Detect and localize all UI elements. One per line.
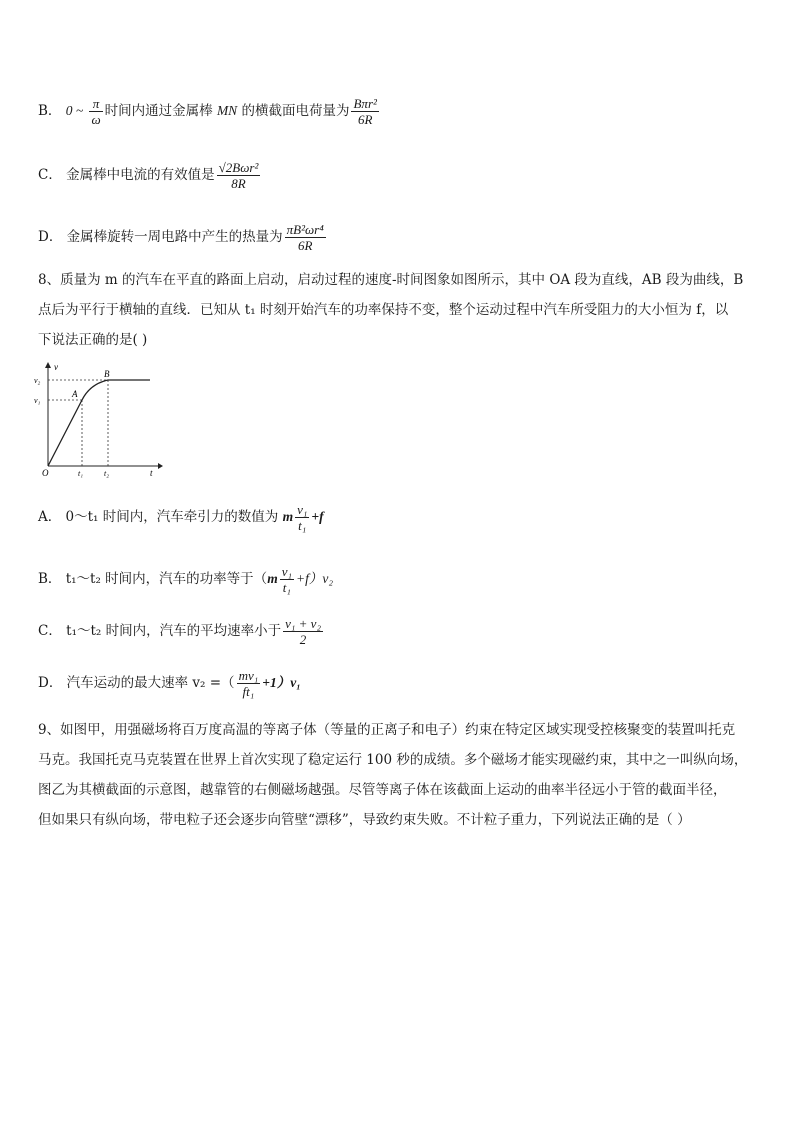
- fraction: $\frac{\pi}{\omega}$: [91, 96, 101, 127]
- q9-stem-line4: 但如果只有纵向场，带电粒子还会逐步向管壁“漂移”，导致约束失败。不计粒子重力，下列说法正确的是（ ）: [38, 812, 691, 828]
- q8-option-c: C． t₁～t₂ 时间内，汽车的平均速率小于 $\frac{\text{v₁ + v₂}}{2}$: [38, 616, 321, 647]
- point-label-a: A: [72, 389, 78, 399]
- q8-option-b: B． t₁～t₂ 时间内，汽车的功率等于（m $\frac{\text{v₁}}{\text{t₁}}$ +f）v₂: [38, 564, 334, 595]
- point-label-b: B: [104, 369, 110, 379]
- axis-label-v: v: [54, 362, 58, 372]
- fraction: $\frac{\text{Bπr²}}{6R}$: [353, 96, 377, 127]
- tick-label-v1: v₁: [34, 396, 41, 405]
- fraction: $\frac{\text{v₁}}{\text{t₁}}$: [281, 564, 292, 595]
- q8-stem-line1: 8、质量为 m 的汽车在平直的路面上启动，启动过程的速度-时间图象如图所示，其中 OA 段为直线，AB 段为曲线，B: [38, 272, 744, 288]
- fraction: $\frac{\text{πB²ωr⁴}}{6R}$: [286, 222, 324, 253]
- q8-option-a: A． 0～t₁ 时间内，汽车牵引力的数值为 m $\frac{\text{v₁}}{\text{t₁}}$ +f: [38, 502, 324, 533]
- origin-label: O: [42, 468, 49, 478]
- q8-stem-line3: 下说法正确的是( ): [38, 332, 148, 348]
- tick-label-t1: t₁: [78, 469, 84, 478]
- fraction: $\frac{\text{v₁}}{\text{t₁}}$: [297, 502, 308, 533]
- fraction: $\frac{\text{v₁ + v₂}}{2}$: [285, 616, 321, 647]
- q7-option-b: B． 0 ~ $\frac{\pi}{\omega}$ 时间内通过金属棒 MN 的横截面电荷量为 $\frac{\text{Bπr²}}{6R}$: [38, 96, 377, 127]
- q9-stem-line1: 9、如图甲，用强磁场将百万度高温的等离子体（等量的正离子和电子）约束在特定区域实现受控核聚变的装置叫托克: [38, 722, 736, 738]
- fraction: $\frac{\text{√2Bωr²}}{8R}$: [218, 160, 259, 191]
- q8-stem-line2: 点后为平行于横轴的直线．已知从 t₁ 时刻开始汽车的功率保持不变，整个运动过程中汽车所受阻力的大小恒为 f，以: [38, 302, 729, 318]
- velocity-time-graph: [34, 360, 164, 480]
- tick-label-v2: v₂: [34, 376, 41, 385]
- fraction: $\frac{\text{mv₁}}{\text{ft₁}}$: [238, 668, 259, 699]
- axis-label-t: t: [150, 468, 153, 478]
- q9-stem-line2: 马克。我国托克马克装置在世界上首次实现了稳定运行 100 秒的成绩。多个磁场才能实现磁约束，其中之一叫纵向场，: [38, 752, 748, 768]
- q7-option-d: D． 金属棒旋转一周电路中产生的热量为 $\frac{\text{πB²ωr⁴}}{6R}$: [38, 222, 324, 253]
- q8-option-d: D． 汽车运动的最大速率 v₂ =（ $\frac{\text{mv₁}}{\text{ft₁}}$ +1）v₁: [38, 668, 301, 699]
- q7-option-c: C． 金属棒中电流的有效值是 $\frac{\text{√2Bωr²}}{8R}$: [38, 160, 259, 191]
- tick-label-t2: t₂: [104, 469, 110, 478]
- q9-stem-line3: 图乙为其横截面的示意图，越靠管的右侧磁场越强。尽管等离子体在该截面上运动的曲率半径远小于管的截面半径，: [38, 782, 727, 798]
